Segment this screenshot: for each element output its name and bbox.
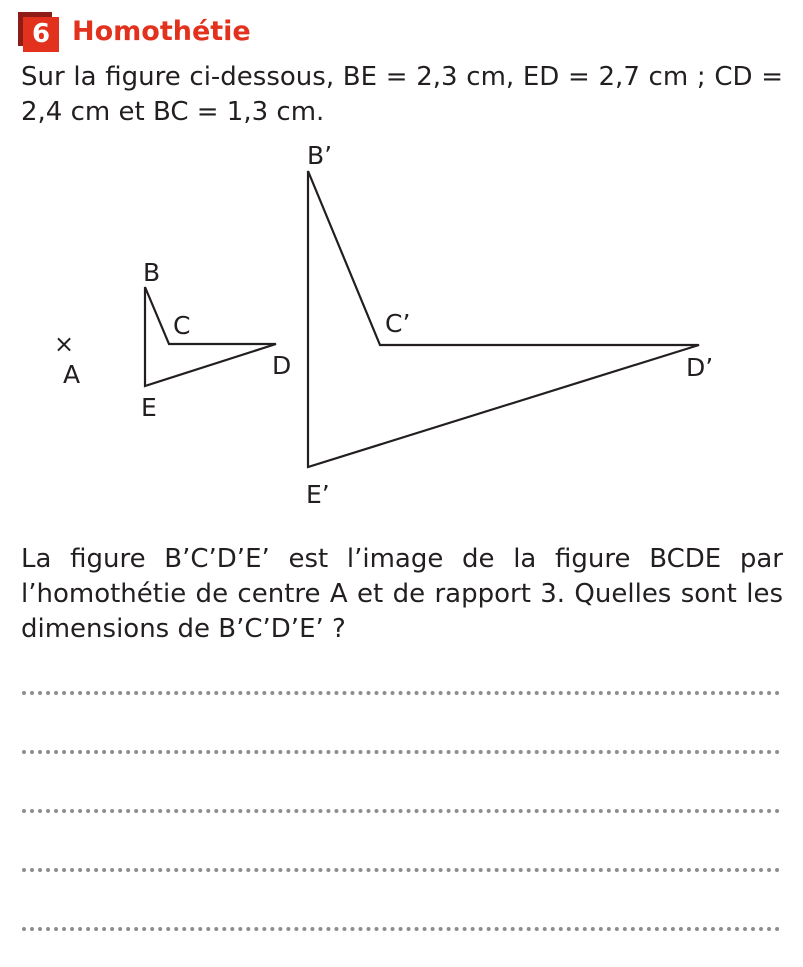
label-d: D — [272, 351, 292, 380]
center-cross-mark: × — [54, 330, 75, 358]
answer-line[interactable] — [22, 868, 780, 872]
label-a: A — [63, 360, 81, 389]
statement-text: Sur la figure ci-dessous, BE = 2,3 cm, ED = 2,7 cm ; CD = 2,4 cm et BC = 1,3 cm. — [21, 62, 783, 127]
label-e-prime: E’ — [306, 480, 330, 509]
label-e: E — [141, 393, 157, 422]
label-b: B — [143, 258, 161, 287]
answer-line[interactable] — [22, 927, 780, 931]
exercise-title: Homothétie — [72, 16, 251, 47]
answer-line[interactable] — [22, 691, 780, 695]
homothety-figure — [0, 130, 803, 530]
exercise-header — [18, 12, 251, 52]
answer-line[interactable] — [22, 809, 780, 813]
label-b-prime: B’ — [307, 141, 333, 170]
exercise-number: 6 — [23, 17, 59, 52]
figure-bcde-prime — [308, 171, 699, 467]
figure-bcde — [145, 287, 276, 386]
label-c-prime: C’ — [385, 309, 411, 338]
label-c: C — [173, 311, 191, 340]
label-d-prime: D’ — [686, 353, 714, 382]
exercise-number-badge — [18, 12, 62, 52]
question-text: La figure B’C’D’E’ est l’image de la figure BCDE par l’homothétie de centre A et de rapport 3. Quelles sont les dimensions de B’C’D’E’ ? — [21, 544, 783, 644]
answer-line[interactable] — [22, 750, 780, 754]
